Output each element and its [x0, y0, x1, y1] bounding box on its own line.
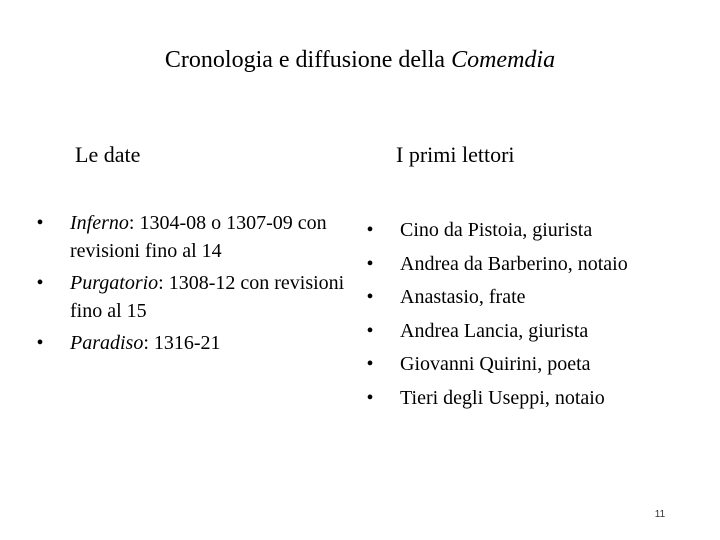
- bullet-icon: •: [366, 353, 374, 376]
- dates-list: [30, 209, 350, 361]
- reader-name: Tieri degli Useppi, notaio: [400, 386, 605, 409]
- list-item: [30, 209, 350, 265]
- right-column-heading: I primi lettori: [396, 142, 515, 167]
- bullet-icon: •: [366, 386, 374, 409]
- slide-title-text: Cronologia e diffusione della: [164, 47, 452, 73]
- cantica-name: Paradiso: [70, 332, 144, 354]
- bullet-icon: •: [36, 272, 44, 294]
- cantica-name: Purgatorio: [70, 272, 159, 294]
- slide-title-italic: Comemdia: [451, 47, 556, 73]
- bullet-icon: •: [366, 319, 374, 342]
- bullet-icon: •: [36, 332, 44, 354]
- cantica-name: Inferno: [70, 212, 129, 234]
- bullet-icon: •: [366, 286, 374, 309]
- list-item: [360, 317, 710, 345]
- slide-title: [0, 42, 720, 78]
- list-item: [30, 329, 350, 357]
- cantica-dates: : 1304-08 o 1307-09 con revisioni fino al 14: [70, 212, 327, 262]
- reader-name: Anastasio, frate: [400, 286, 526, 309]
- list-item: [360, 350, 710, 378]
- cantica-dates: : 1308-12 con revisioni fino al 15: [70, 272, 345, 322]
- reader-name: Andrea da Barberino, notaio: [400, 252, 628, 275]
- bullet-icon: •: [366, 219, 374, 241]
- list-item: [360, 283, 710, 311]
- left-column-heading: Le date: [75, 142, 141, 167]
- page-number: 11: [654, 509, 666, 520]
- bullet-icon: •: [366, 252, 374, 275]
- list-item: [360, 250, 710, 278]
- readers-list: [360, 216, 710, 418]
- bullet-icon: •: [36, 212, 44, 234]
- reader-name: Andrea Lancia, giurista: [400, 319, 589, 342]
- reader-name: Giovanni Quirini, poeta: [400, 353, 591, 376]
- list-item: [30, 269, 350, 325]
- list-item: [360, 384, 710, 412]
- reader-name: Cino da Pistoia, giurista: [400, 219, 593, 241]
- list-item: [360, 216, 710, 244]
- cantica-dates: : 1316-21: [143, 332, 221, 354]
